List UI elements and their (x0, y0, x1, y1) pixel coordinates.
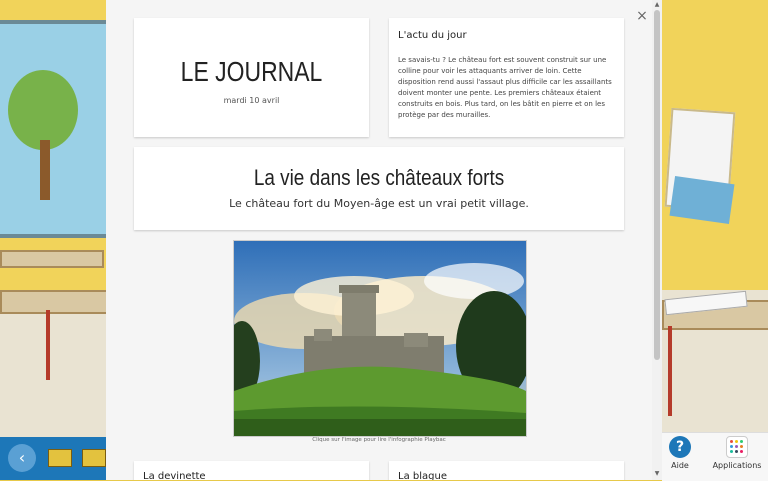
desk-leg (668, 326, 672, 416)
daily-news-title: L'actu du jour (398, 30, 467, 41)
applications-label: Applications (712, 461, 762, 470)
journal-modal (106, 0, 662, 480)
help-label: Aide (671, 461, 689, 470)
desk (0, 250, 104, 268)
tree-trunk (40, 140, 50, 200)
scroll-down-icon[interactable]: ▼ (654, 470, 660, 477)
tree-illustration (8, 70, 78, 150)
scroll-up-icon[interactable]: ▲ (654, 1, 660, 8)
castle-illustration (234, 241, 526, 436)
article-subheadline: Le château fort du Moyen-âge est un vrai petit village. (229, 197, 529, 210)
apps-grid-icon (726, 436, 748, 458)
desk (0, 290, 108, 314)
journal-title-card (134, 18, 369, 137)
back-button[interactable]: ‹ (8, 444, 36, 472)
inventory-item-icon[interactable] (48, 449, 72, 467)
close-icon[interactable]: × (636, 8, 648, 24)
inventory-item-icon[interactable] (82, 449, 106, 467)
joke-title: La blague (398, 471, 447, 480)
desk-leg (46, 310, 50, 380)
daily-news-card (389, 18, 624, 137)
applications-button[interactable] (709, 436, 765, 470)
article-headline-card (134, 147, 624, 230)
scrollbar-thumb[interactable] (654, 10, 660, 360)
journal-date: mardi 10 avril (223, 96, 280, 105)
journal-title: LE JOURNAL (180, 56, 323, 87)
riddle-title: La devinette (143, 471, 206, 480)
riddle-card (134, 461, 369, 480)
image-caption: Clique sur l'image pour lire l'infographie Playbac (312, 437, 446, 443)
map-poster (670, 176, 735, 224)
article-headline: La vie dans les châteaux forts (253, 165, 505, 190)
help-icon: ? (669, 436, 691, 458)
joke-card (389, 461, 624, 480)
daily-news-text: Le savais-tu ? Le château fort est souvent construit sur une colline pour voir les attaquants arriver de loin. Cette disposition rend aussi l'assaut plus difficile car les assaillants doivent monter une pente. Les premiers châteaux étaient construits en bois. Plus tard, on les bâtit en pierre et on les protège par des murailles. (398, 56, 612, 119)
castle-photo[interactable] (233, 240, 527, 437)
